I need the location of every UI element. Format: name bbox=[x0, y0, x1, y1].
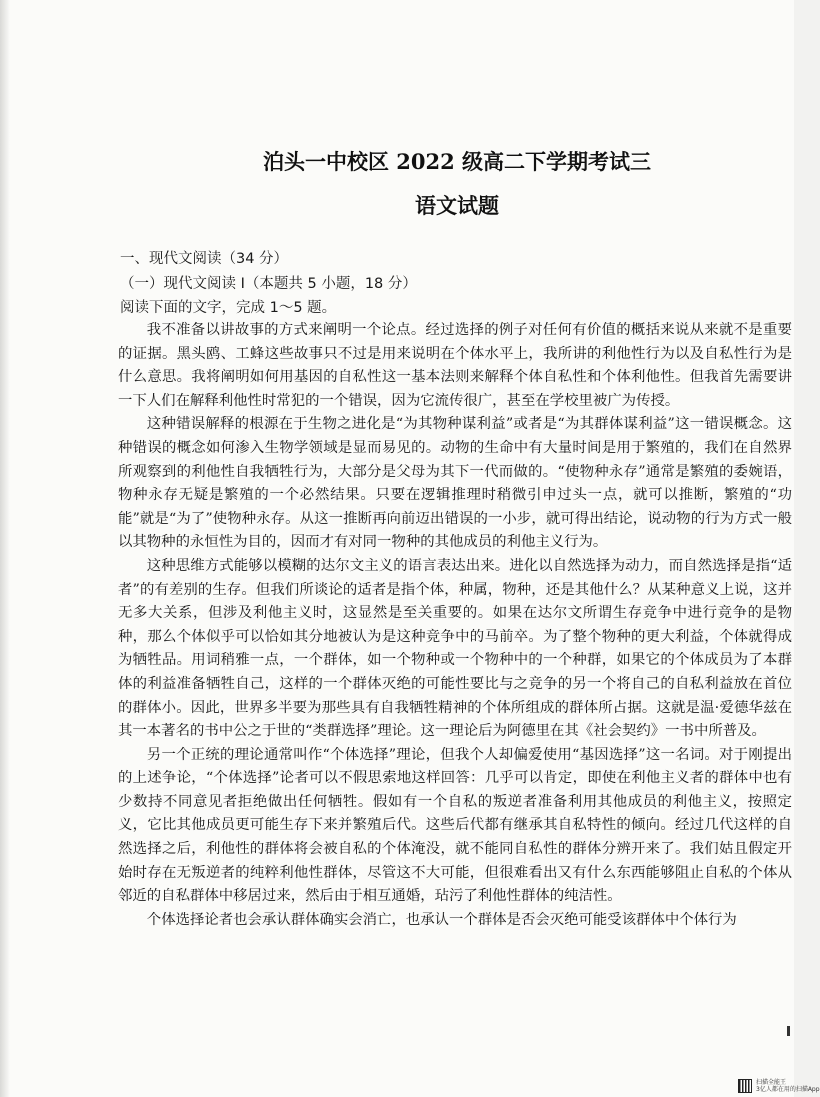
passage-paragraph: 这种思维方式能够以模糊的达尔文主义的语言表达出来。进化以自然选择为动力，而自然选择是指“适者”的有差别的生存。但我们所谈论的适者是指个体，种属，物种，还是其他什么？从某种意义上说，这并无多大关系，但涉及利他主义时，这显然是至关重要的。如果在达尔文所谓生存竞争中进行竞争的是物种，那么个体似乎可以恰如其分地被认为是这种竞争中的马前卒。为了整个物种的更大利益，个体就得成为牺牲品。用词稍雅一点，一个群体，如一个物种或一个物种中的一个种群，如果它的个体成员为了本群体的利益准备牺牲自己，这样的一个群体灭绝的可能性要比与之竞争的另一个将自己的自私利益放在首位的群体小。因此，世界多半要为那些具有自我牺牲精神的个体所组成的群体所占据。这就是温·爱德华兹在其一本著名的书中公之于世的“类群选择”理论。这一理论后为阿德里在其《社会契约》一书中所普及。 bbox=[118, 557, 792, 740]
scanner-watermark bbox=[738, 1079, 820, 1093]
exam-title: 泊头一中校区 2022 级高二下学期考试三 bbox=[262, 149, 652, 174]
section-heading: 一、现代文阅读（34 分） bbox=[120, 251, 289, 267]
watermark-line-1: 扫描全能王 bbox=[756, 1079, 787, 1086]
passage-paragraph: 个体选择论者也会承认群体确实会消亡，也承认一个群体是否会灭绝可能受该群体中个体行为 bbox=[146, 911, 737, 928]
reading-instruction: 阅读下面的文字，完成 1～5 题。 bbox=[120, 300, 337, 316]
watermark-line-2: 3亿人都在用的扫描App bbox=[756, 1086, 820, 1093]
qr-code-icon bbox=[738, 1079, 752, 1093]
reading-passage bbox=[118, 319, 792, 932]
watermark-text bbox=[756, 1079, 820, 1093]
passage-paragraph: 另一个正统的理论通常叫作“个体选择”理论，但我个人却偏爱使用“基因选择”这一名词。对于刚提出的上述争论，“个体选择”论者可以不假思索地这样回答：几乎可以肯定，即使在利他主义者的群体中也有少数持不同意见者拒绝做出任何牺牲。假如有一个自私的叛逆者准备利用其他成员的利他主义，按照定义，它比其他成员更可能生存下来并繁殖后代。这些后代都有继承其自私特性的倾向。经过几代这样的自然选择之后，利他性的群体将会被自私的个体淹没，就不能同自私性的群体分辨开来了。我们姑且假定开始时存在无叛逆者的纯粹利他性群体，尽管这不大可能，但很难看出又有什么东西能够阻止自私的个体从邻近的自私群体中移居过来，然后由于相互通婚，玷污了利他性群体的纯洁性。 bbox=[118, 746, 792, 905]
subsection-heading: （一）现代文阅读 I（本题共 5 小题，18 分） bbox=[120, 276, 417, 292]
exam-subtitle: 语文试题 bbox=[415, 193, 499, 218]
passage-paragraph: 这种错误解释的根源在于生物之进化是“为其物种谋利益”或者是“为其群体谋利益”这一错误概念。这种错误的概念如何渗入生物学领域是显而易见的。动物的生命中有大量时间是用于繁殖的，我们在自然界所观察到的利他性自我牺牲行为，大部分是父母为其下一代而做的。“使物种永存”通常是繁殖的委婉语，物种永存无疑是繁殖的一个必然结果。只要在逻辑推理时稍微引申过头一点，就可以推断，繁殖的“功能”就是“为了”使物种永存。从这一推断再向前迈出错误的一小步，就可得出结论，说动物的行为方式一般以其物种的永恒性为目的，因而才有对同一物种的其他成员的利他主义行为。 bbox=[118, 416, 792, 551]
page-edge-mark bbox=[787, 1026, 790, 1036]
passage-paragraph: 我不准备以讲故事的方式来阐明一个论点。经过选择的例子对任何有价值的概括来说从来就不是重要的证据。黑头鸥、工蜂这些故事只不过是用来说明在个体水平上，我所讲的利他性行为以及自私性行为是什么意思。我将阐明如何用基因的自私性这一基本法则来解释个体自私性和个体利他性。但我首先需要讲一下人们在解释利他性时常犯的一个错误，因为它流传很广，甚至在学校里被广为传授。 bbox=[118, 322, 792, 409]
